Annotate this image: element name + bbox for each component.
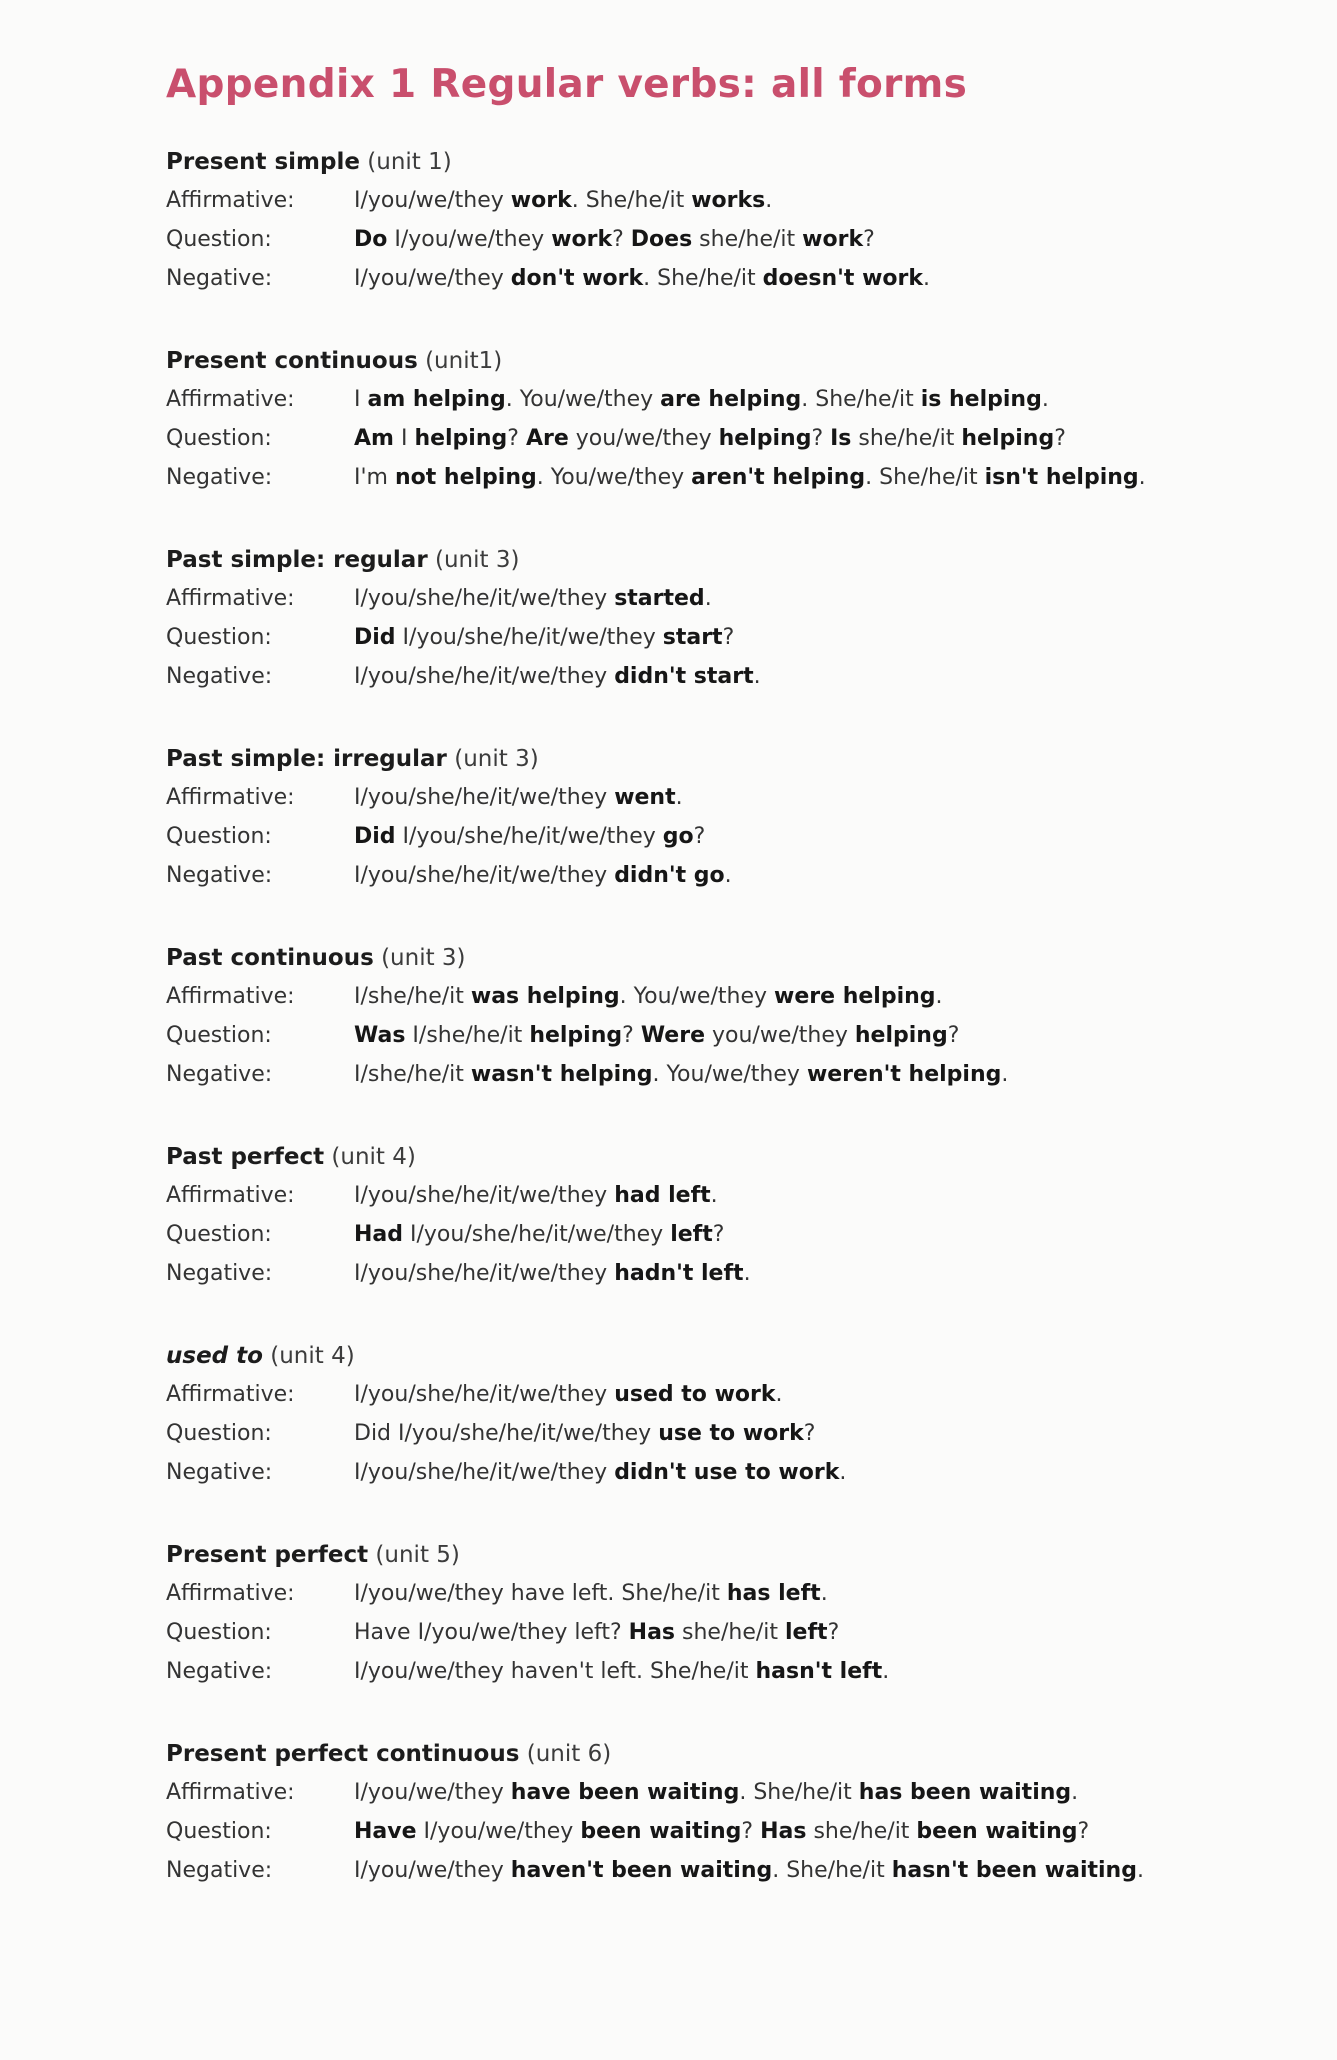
form-row (166, 385, 1337, 424)
verb-form: started (614, 586, 705, 611)
unit-reference: (unit 3) (381, 945, 466, 971)
example-sentence (354, 1220, 724, 1259)
verb-form: were helping (774, 984, 936, 1009)
tense-heading (166, 545, 1337, 575)
sentence-text: I/you/we/they (354, 266, 511, 291)
sentence-text: I/you/we/they (354, 188, 511, 213)
sentence-text: . (743, 1261, 751, 1286)
verb-form: hasn't left (755, 1659, 883, 1684)
example-sentence (354, 1856, 1144, 1895)
sentence-text: I/you/she/he/it/we/they (403, 1222, 671, 1247)
form-row (166, 1618, 1337, 1657)
sentence-text: you/we/they (568, 426, 719, 451)
form-row (166, 1060, 1337, 1099)
form-label: Affirmative: (166, 1382, 295, 1407)
tense-heading (166, 1341, 1337, 1371)
tense-section (166, 545, 1337, 701)
sentence-text: I/you/we/they have left. She/he/it (354, 1581, 727, 1606)
verb-form: left (785, 1620, 828, 1645)
form-row (166, 264, 1337, 303)
example-sentence (354, 822, 705, 861)
verb-form: hadn't left (614, 1261, 744, 1286)
verb-form: Were (640, 1023, 705, 1048)
form-label: Question: (166, 1023, 272, 1048)
form-label: Negative: (166, 465, 273, 490)
sentence-text: . (1001, 1062, 1009, 1087)
form-label: Negative: (166, 266, 273, 291)
example-sentence (354, 783, 683, 822)
sentence-text: I/she/he/it (405, 1023, 530, 1048)
verb-form: Was (354, 1023, 406, 1048)
sentence-text: . (753, 664, 761, 689)
tense-heading (166, 1739, 1337, 1769)
verb-form: doesn't work (762, 266, 923, 291)
sentence-text: . (1071, 1780, 1079, 1805)
verb-form: go (662, 824, 694, 849)
unit-reference: (unit 6) (526, 1741, 612, 1767)
sentence-text: . You/we/they (505, 387, 661, 412)
verb-form: Do (354, 227, 388, 252)
verb-forms-list (166, 147, 1337, 1895)
form-label: Affirmative: (166, 1183, 295, 1208)
tense-section (166, 744, 1337, 900)
example-sentence (354, 861, 732, 900)
sentence-text: . (923, 266, 930, 291)
form-row (166, 1021, 1337, 1060)
sentence-text: . She/he/it (801, 387, 921, 412)
unit-reference: (unit 4) (270, 1343, 355, 1369)
form-label: Affirmative: (166, 387, 295, 412)
form-row (166, 186, 1337, 225)
example-sentence (354, 584, 712, 623)
sentence-text: . (820, 1581, 828, 1606)
verb-form: am helping (367, 387, 506, 412)
verb-form: not helping (394, 465, 537, 490)
sentence-text: I (393, 426, 415, 451)
verb-form: Has (628, 1620, 676, 1645)
verb-form: used to work (614, 1382, 776, 1407)
verb-form: start (662, 625, 723, 650)
sentence-text: I/you/she/he/it/we/they (354, 1382, 615, 1407)
tense-section (166, 346, 1337, 502)
tense-section (166, 1540, 1337, 1696)
sentence-text: . (1138, 465, 1146, 490)
tense-name: Past simple: irregular (166, 746, 447, 772)
sentence-text: she/he/it (851, 426, 962, 451)
form-label: Affirmative: (166, 984, 295, 1009)
sentence-text: I/you/we/they haven't left. She/he/it (354, 1659, 756, 1684)
verb-form: went (614, 785, 676, 810)
form-label: Question: (166, 625, 272, 650)
page-title (166, 62, 1337, 107)
verb-form: helping (718, 426, 812, 451)
form-row (166, 861, 1337, 900)
tense-name: Past continuous (166, 945, 374, 971)
sentence-text: . She/he/it (739, 1780, 859, 1805)
unit-reference: (unit 5) (375, 1542, 460, 1568)
tense-name: Present perfect continuous (166, 1741, 520, 1767)
example-sentence (354, 264, 930, 303)
sentence-text: . (704, 586, 712, 611)
sentence-text: . (1136, 1858, 1144, 1883)
form-row (166, 225, 1337, 264)
form-row (166, 982, 1337, 1021)
sentence-text: . (882, 1659, 890, 1684)
sentence-text: I/you/we/they (387, 227, 552, 252)
verb-form: helping (529, 1023, 623, 1048)
title-appendix-number: Appendix 1 (166, 62, 417, 107)
form-label: Negative: (166, 1460, 273, 1485)
verb-form: weren't helping (806, 1062, 1002, 1087)
sentence-text: I/you/she/he/it/we/they (354, 586, 615, 611)
sentence-text: . (765, 188, 773, 213)
verb-form: work (802, 227, 864, 252)
sentence-text: I/you/she/he/it/we/they (354, 785, 615, 810)
form-row (166, 1778, 1337, 1817)
verb-form: aren't helping (691, 465, 866, 490)
tense-heading (166, 147, 1337, 177)
verb-form: isn't helping (984, 465, 1139, 490)
verb-form: Had (354, 1222, 404, 1247)
example-sentence (354, 463, 1146, 502)
example-sentence (354, 1579, 828, 1618)
example-sentence (354, 1021, 959, 1060)
sentence-text: ? (827, 1620, 840, 1645)
form-row (166, 463, 1337, 502)
form-row (166, 1579, 1337, 1618)
form-row (166, 662, 1337, 701)
verb-form: works (691, 188, 766, 213)
verb-form: didn't use to work (614, 1460, 840, 1485)
example-sentence (354, 225, 875, 264)
form-row (166, 584, 1337, 623)
sentence-text: . (724, 863, 732, 888)
form-row (166, 822, 1337, 861)
sentence-text: I/you/she/he/it/we/they (354, 1183, 615, 1208)
example-sentence (354, 1618, 839, 1657)
verb-form: helping (414, 426, 508, 451)
form-row (166, 1817, 1337, 1856)
verb-form: Have (354, 1819, 417, 1844)
sentence-text: . (775, 1382, 783, 1407)
verb-form: helping (854, 1023, 948, 1048)
sentence-text: I/you/she/he/it/we/they (354, 1261, 615, 1286)
unit-reference: (unit1) (425, 348, 503, 374)
example-sentence (354, 1458, 846, 1497)
verb-form: didn't go (614, 863, 725, 888)
sentence-text: ? (741, 1819, 761, 1844)
example-sentence (354, 662, 761, 701)
sentence-text: you/we/they (705, 1023, 855, 1048)
sentence-text: I/you/she/he/it/we/they (354, 1460, 615, 1485)
example-sentence (354, 1380, 782, 1419)
verb-form: has left (726, 1581, 821, 1606)
form-row (166, 1458, 1337, 1497)
sentence-text: I (354, 387, 368, 412)
unit-reference: (unit 3) (454, 746, 539, 772)
example-sentence (354, 186, 772, 225)
example-sentence (354, 385, 1049, 424)
form-label: Negative: (166, 1261, 273, 1286)
unit-reference: (unit 4) (331, 1144, 416, 1170)
tense-section (166, 1341, 1337, 1497)
tense-section (166, 1142, 1337, 1298)
form-label: Negative: (166, 1659, 273, 1684)
example-sentence (354, 1259, 751, 1298)
sentence-text: ? (1054, 426, 1066, 451)
verb-form: work (551, 227, 613, 252)
sentence-text: she/he/it (675, 1620, 785, 1645)
verb-form: didn't start (614, 664, 754, 689)
example-sentence (354, 982, 943, 1021)
tense-heading (166, 943, 1337, 973)
example-sentence (354, 1419, 815, 1458)
form-label: Question: (166, 227, 272, 252)
sentence-text: I/you/she/he/it/we/they (354, 863, 615, 888)
sentence-text: ? (1077, 1819, 1090, 1844)
form-label: Affirmative: (166, 586, 295, 611)
sentence-text: ? (622, 1023, 641, 1048)
sentence-text: ? (811, 426, 831, 451)
sentence-text: I'm (354, 465, 395, 490)
verb-form: haven't been waiting (510, 1858, 773, 1883)
sentence-text: I/you/she/he/it/we/they (395, 824, 663, 849)
verb-form: had left (614, 1183, 711, 1208)
form-label: Question: (166, 1819, 272, 1844)
tense-section (166, 943, 1337, 1099)
verb-form: wasn't helping (470, 1062, 653, 1087)
verb-form: work (510, 188, 572, 213)
sentence-text: . You/we/they (652, 1062, 807, 1087)
form-label: Affirmative: (166, 1780, 295, 1805)
verb-form: Are (525, 426, 569, 451)
form-label: Affirmative: (166, 1581, 295, 1606)
verb-form: Am (354, 426, 394, 451)
tense-section (166, 147, 1337, 303)
form-row (166, 1380, 1337, 1419)
example-sentence (354, 424, 1066, 463)
example-sentence (354, 1817, 1089, 1856)
example-sentence (354, 1060, 1008, 1099)
sentence-text: . She/he/it (643, 266, 763, 291)
sentence-text: ? (722, 625, 735, 650)
verb-form: Did (354, 625, 396, 650)
sentence-text: ? (947, 1023, 960, 1048)
form-row (166, 623, 1337, 662)
form-row (166, 424, 1337, 463)
sentence-text: . (1041, 387, 1049, 412)
tense-heading (166, 1142, 1337, 1172)
form-row (166, 1220, 1337, 1259)
sentence-text: ? (863, 227, 875, 252)
example-sentence (354, 1778, 1078, 1817)
sentence-text: Did I/you/she/he/it/we/they (354, 1421, 659, 1446)
form-label: Negative: (166, 1062, 273, 1087)
sentence-text: . She/he/it (571, 188, 692, 213)
form-row (166, 783, 1337, 822)
tense-section (166, 1739, 1337, 1895)
sentence-text: ? (612, 227, 631, 252)
verb-form: don't work (510, 266, 644, 291)
form-row (166, 1419, 1337, 1458)
form-label: Negative: (166, 664, 273, 689)
verb-form: Does (630, 227, 693, 252)
sentence-text: . She/he/it (865, 465, 985, 490)
verb-form: been waiting (916, 1819, 1078, 1844)
verb-form: been waiting (580, 1819, 742, 1844)
example-sentence (354, 1181, 718, 1220)
title-text: Regular verbs: all forms (430, 62, 968, 107)
sentence-text: . (935, 984, 943, 1009)
sentence-text: . She/he/it (772, 1858, 892, 1883)
sentence-text: she/he/it (806, 1819, 917, 1844)
verb-form: Is (830, 426, 852, 451)
sentence-text: . You/we/they (619, 984, 775, 1009)
form-row (166, 1856, 1337, 1895)
form-label: Negative: (166, 863, 273, 888)
sentence-text: I/you/we/they (354, 1780, 511, 1805)
form-label: Affirmative: (166, 188, 295, 213)
sentence-text: ? (712, 1222, 725, 1247)
sentence-text: I/you/we/they (416, 1819, 581, 1844)
tense-name: Present perfect (166, 1542, 369, 1568)
form-label: Negative: (166, 1858, 273, 1883)
sentence-text: . (839, 1460, 847, 1485)
sentence-text: ? (803, 1421, 816, 1446)
sentence-text: I/you/she/he/it/we/they (354, 664, 615, 689)
example-sentence (354, 623, 734, 662)
verb-form: is helping (920, 387, 1042, 412)
verb-form: Did (354, 824, 396, 849)
verb-form: Has (760, 1819, 807, 1844)
verb-form: use to work (658, 1421, 804, 1446)
example-sentence (354, 1657, 889, 1696)
tense-name: Present continuous (166, 348, 418, 374)
tense-heading (166, 346, 1337, 376)
sentence-text: I/you/she/he/it/we/they (395, 625, 663, 650)
sentence-text: . You/we/they (536, 465, 692, 490)
sentence-text: I/you/we/they (354, 1858, 511, 1883)
form-row (166, 1259, 1337, 1298)
form-label: Question: (166, 1421, 272, 1446)
verb-form: has been waiting (858, 1780, 1072, 1805)
sentence-text: ? (693, 824, 706, 849)
sentence-text: I/she/he/it (354, 1062, 471, 1087)
form-label: Question: (166, 824, 272, 849)
form-label: Question: (166, 426, 272, 451)
tense-name: used to (166, 1343, 263, 1369)
tense-name: Past perfect (166, 1144, 325, 1170)
sentence-text: . (675, 785, 683, 810)
form-label: Question: (166, 1222, 272, 1247)
sentence-text: ? (507, 426, 526, 451)
form-row (166, 1181, 1337, 1220)
tense-name: Past simple: regular (166, 547, 428, 573)
sentence-text: I/she/he/it (354, 984, 471, 1009)
verb-form: are helping (660, 387, 802, 412)
sentence-text: she/he/it (692, 227, 803, 252)
form-label: Affirmative: (166, 785, 295, 810)
verb-form: was helping (470, 984, 620, 1009)
verb-form: left (670, 1222, 713, 1247)
tense-name: Present simple (166, 149, 360, 175)
verb-form: hasn't been waiting (891, 1858, 1137, 1883)
tense-heading (166, 744, 1337, 774)
verb-form: have been waiting (510, 1780, 740, 1805)
form-label: Question: (166, 1620, 272, 1645)
sentence-text: Have I/you/we/they left? (354, 1620, 629, 1645)
unit-reference: (unit 1) (367, 149, 452, 175)
sentence-text: . (710, 1183, 718, 1208)
tense-heading (166, 1540, 1337, 1570)
verb-form: helping (961, 426, 1055, 451)
form-row (166, 1657, 1337, 1696)
unit-reference: (unit 3) (434, 547, 520, 573)
